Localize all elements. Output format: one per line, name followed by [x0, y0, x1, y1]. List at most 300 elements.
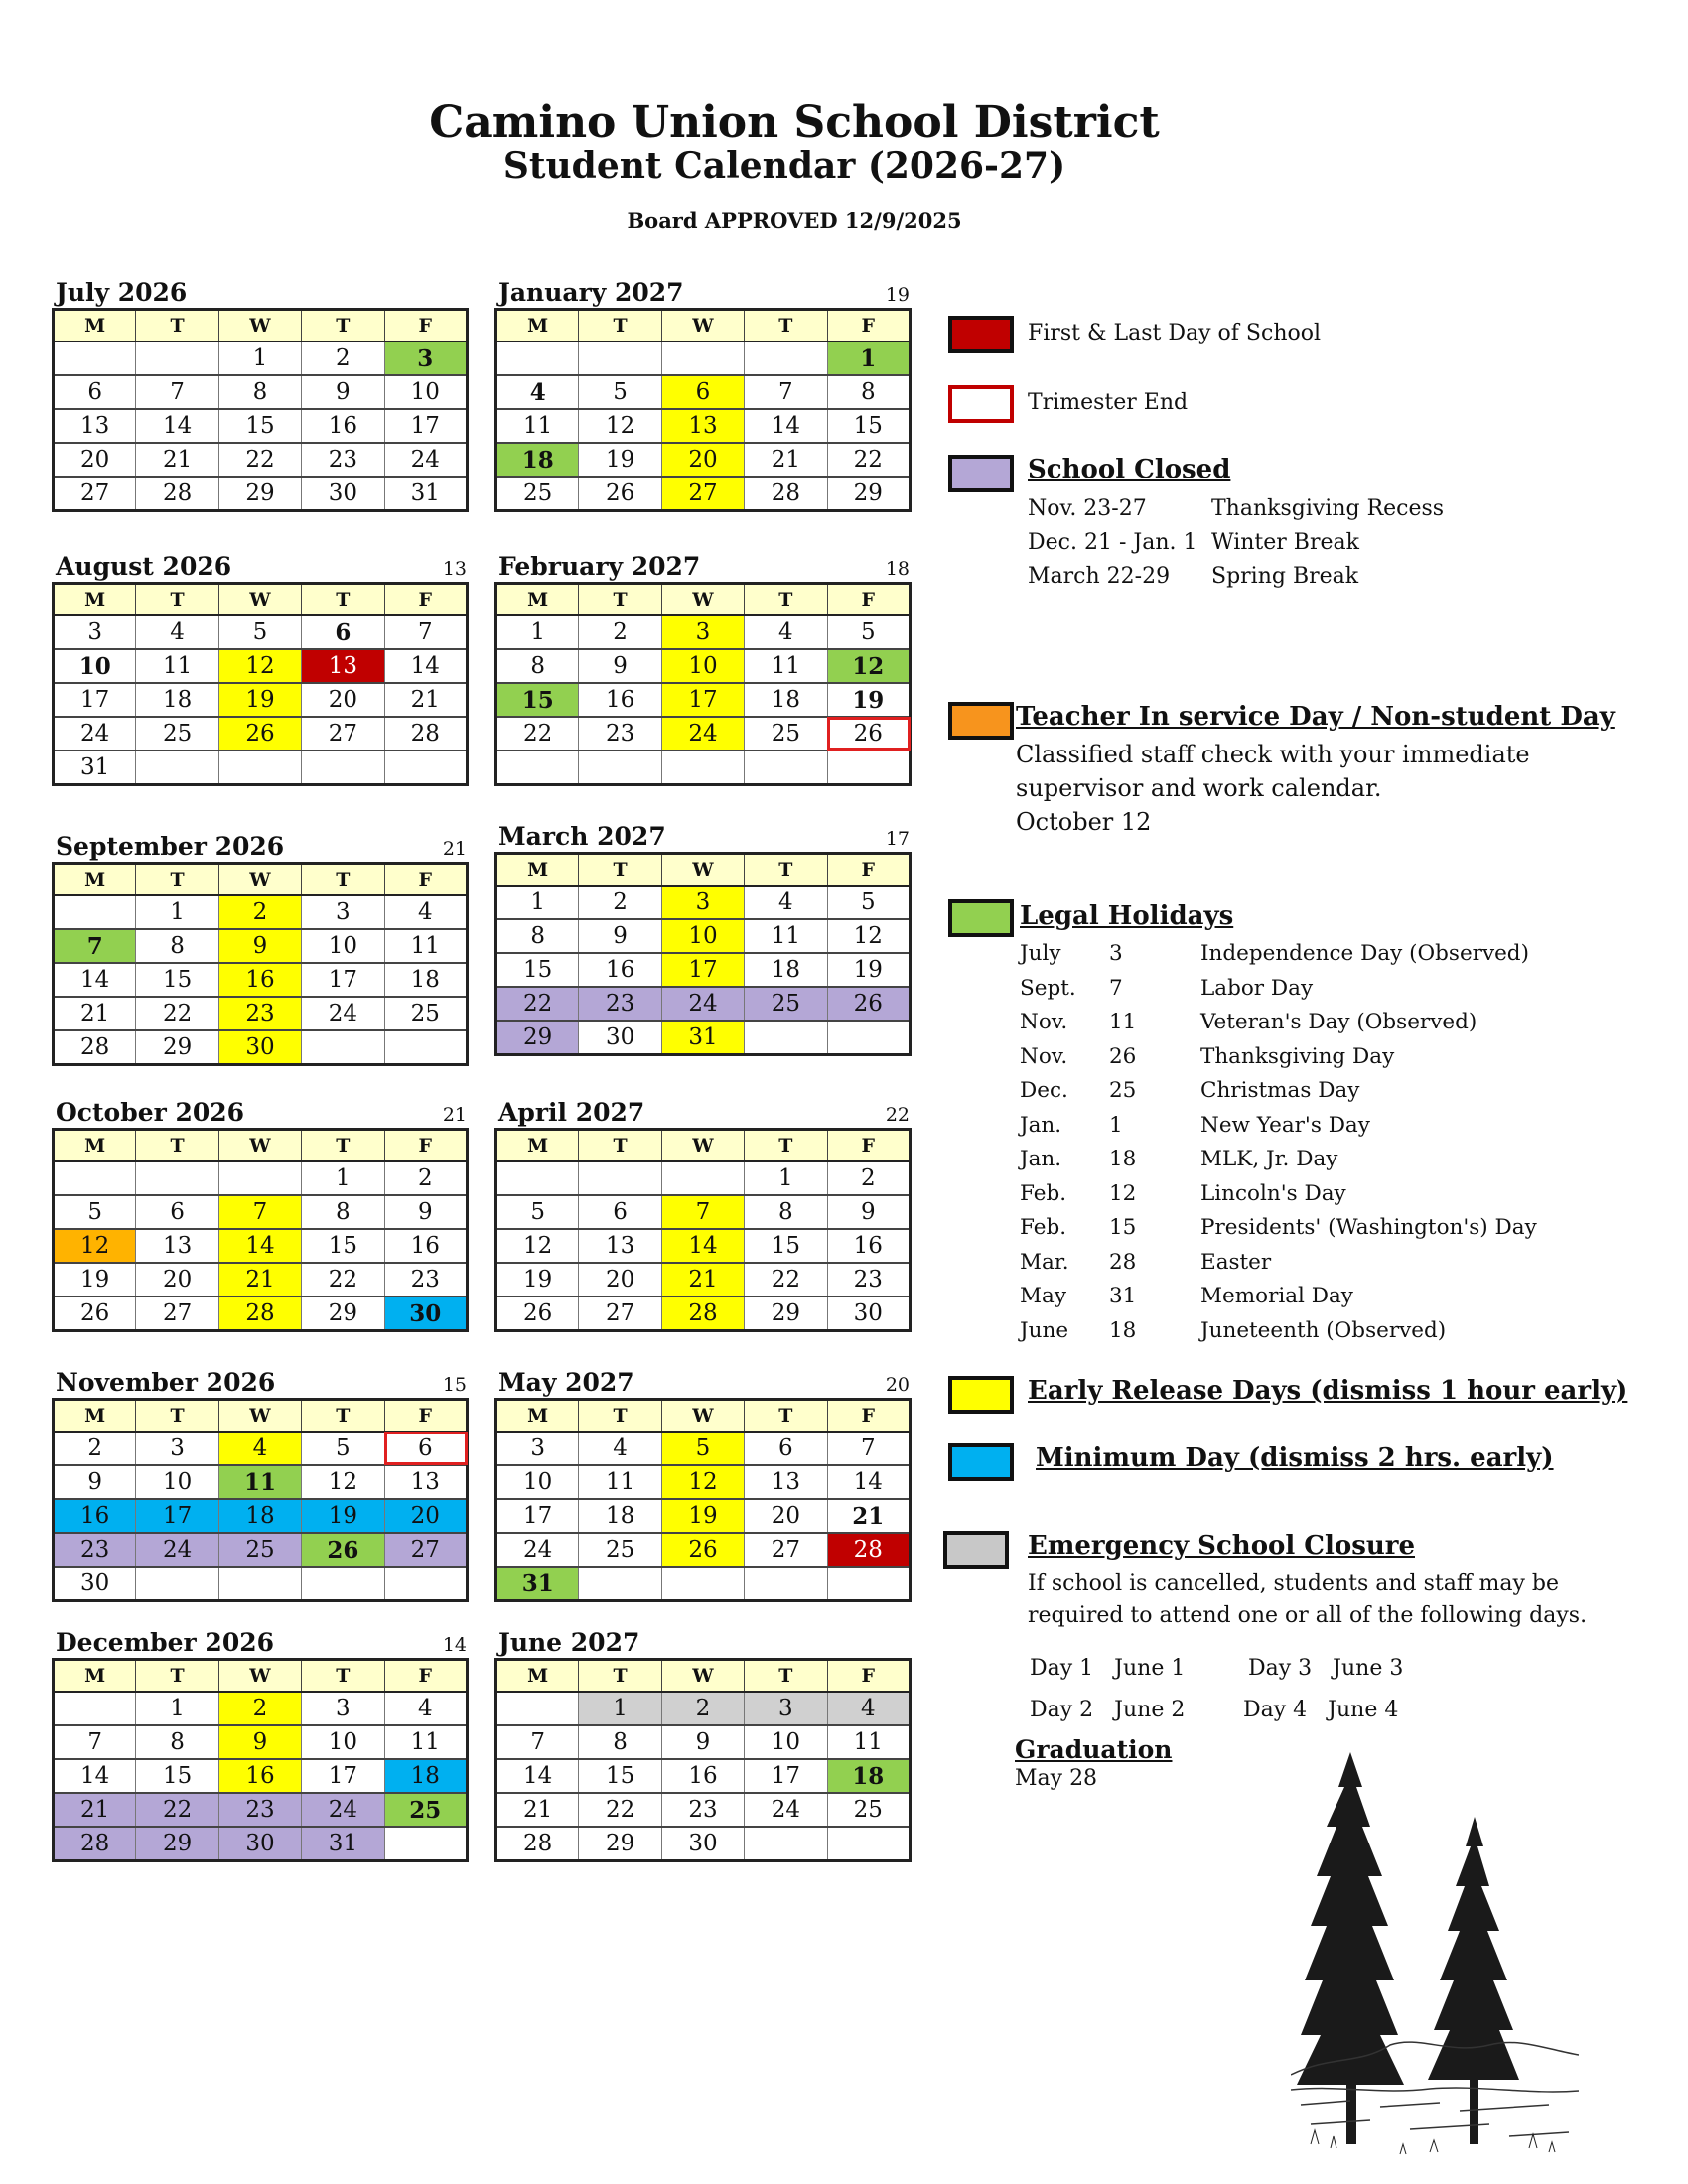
- month-name: June 2027: [498, 1628, 640, 1657]
- day-cell: 30: [218, 1030, 301, 1065]
- day-cell: 13: [54, 409, 136, 443]
- day-cell: 24: [745, 1793, 827, 1827]
- school-day-count: 15: [442, 1374, 467, 1396]
- holiday-row: [1020, 1006, 1537, 1040]
- day-cell: 11: [745, 649, 827, 683]
- closed-list: [1028, 492, 1444, 594]
- weekday-header: T: [745, 1130, 827, 1162]
- day-cell: 22: [827, 443, 910, 477]
- weekday-header: T: [579, 854, 661, 887]
- empty-day-cell: [661, 751, 744, 785]
- weekday-header: M: [496, 1400, 579, 1433]
- day-cell: 18: [218, 1499, 301, 1533]
- day-cell: 30: [384, 1297, 467, 1331]
- day-cell: 29: [136, 1030, 218, 1065]
- empty-day-cell: [496, 751, 579, 785]
- week-row: [54, 1161, 468, 1195]
- weekday-header: T: [136, 1130, 218, 1162]
- day-cell: 17: [136, 1499, 218, 1533]
- weekday-header: T: [745, 1660, 827, 1693]
- day-cell: 13: [745, 1465, 827, 1499]
- green-swatch: [948, 899, 1014, 937]
- holiday-row: [1020, 1314, 1537, 1349]
- day-cell: 17: [661, 953, 744, 987]
- page-subtitle: Student Calendar (2026-27): [502, 145, 1066, 188]
- empty-day-cell: [302, 1567, 384, 1601]
- empty-day-cell: [496, 1692, 579, 1725]
- empty-day-cell: [827, 751, 910, 785]
- month-grid: [52, 1398, 469, 1602]
- school-day-count: 14: [442, 1634, 467, 1656]
- weekday-header: F: [384, 1660, 467, 1693]
- day-cell: 16: [384, 1229, 467, 1263]
- closed-row: Nov. 23-27 Thanksgiving Recess: [1028, 496, 1445, 521]
- day-cell: 18: [827, 1759, 910, 1793]
- week-row: [496, 1692, 911, 1725]
- empty-day-cell: [579, 341, 661, 375]
- day-cell: 22: [496, 717, 579, 751]
- empty-day-cell: [218, 751, 301, 785]
- day-cell: 1: [745, 1161, 827, 1195]
- day-cell: 9: [302, 375, 384, 409]
- day-cell: 8: [827, 375, 910, 409]
- day-cell: 4: [745, 615, 827, 649]
- month-grid: [494, 582, 912, 786]
- month-name: July 2026: [56, 278, 188, 307]
- week-row: [496, 1567, 911, 1601]
- day-cell: 15: [745, 1229, 827, 1263]
- day-cell: 20: [745, 1499, 827, 1533]
- weekday-header: F: [827, 584, 910, 616]
- weekday-header: T: [136, 1660, 218, 1693]
- day-cell: 23: [384, 1263, 467, 1297]
- day-cell: 14: [384, 649, 467, 683]
- day-cell: 18: [384, 963, 467, 997]
- day-cell: 23: [827, 1263, 910, 1297]
- day-cell: 31: [384, 477, 467, 511]
- empty-day-cell: [827, 1827, 910, 1861]
- day-cell: 2: [827, 1161, 910, 1195]
- day-cell: 22: [218, 443, 301, 477]
- day-cell: 11: [384, 929, 467, 963]
- day-cell: 2: [218, 1692, 301, 1725]
- month-header: [52, 1370, 469, 1398]
- month-name: March 2027: [498, 822, 666, 851]
- holiday-month: Dec.: [1020, 1078, 1068, 1103]
- day-cell: 10: [136, 1465, 218, 1499]
- day-cell: 7: [661, 1195, 744, 1229]
- day-cell: 7: [384, 615, 467, 649]
- week-row: [496, 1465, 911, 1499]
- weekday-header: W: [661, 310, 744, 342]
- day-cell: 15: [579, 1759, 661, 1793]
- holiday-day: 3: [1109, 941, 1123, 966]
- day-cell: 9: [579, 649, 661, 683]
- day-cell: 19: [54, 1263, 136, 1297]
- day-cell: 14: [827, 1465, 910, 1499]
- day-cell: 13: [661, 409, 744, 443]
- day-cell: 7: [827, 1432, 910, 1465]
- holiday-row: [1020, 1246, 1537, 1281]
- weekday-header: T: [136, 310, 218, 342]
- day-cell: 5: [661, 1432, 744, 1465]
- day-cell: 26: [579, 477, 661, 511]
- month-name: February 2027: [498, 552, 701, 581]
- day-cell: 28: [54, 1827, 136, 1861]
- day-cell: 12: [54, 1229, 136, 1263]
- day-cell: 18: [384, 1759, 467, 1793]
- month-calendar: [494, 1100, 912, 1332]
- day-cell: 4: [827, 1692, 910, 1725]
- first-last-label: First & Last Day of School: [1028, 321, 1322, 345]
- day-cell: 5: [302, 1432, 384, 1465]
- week-row: [54, 1195, 468, 1229]
- day-cell: 12: [218, 649, 301, 683]
- day-cell: 26: [827, 717, 910, 751]
- day-cell: 3: [136, 1432, 218, 1465]
- pine-trees-illustration: [1291, 1747, 1579, 2164]
- weekday-header: F: [384, 310, 467, 342]
- day-cell: 25: [218, 1533, 301, 1567]
- day-cell: 2: [302, 341, 384, 375]
- weekday-header: T: [579, 584, 661, 616]
- day-cell: 8: [136, 929, 218, 963]
- day-cell: 24: [136, 1533, 218, 1567]
- holiday-row: [1020, 1211, 1537, 1246]
- day-cell: 4: [745, 886, 827, 919]
- weekday-header: W: [218, 1660, 301, 1693]
- day-cell: 7: [745, 375, 827, 409]
- day-cell: 25: [745, 717, 827, 751]
- day-cell: 14: [745, 409, 827, 443]
- week-row: [496, 1725, 911, 1759]
- holiday-month: Nov.: [1020, 1010, 1068, 1034]
- day-cell: 24: [302, 1793, 384, 1827]
- week-row: [54, 409, 468, 443]
- week-row: [496, 1263, 911, 1297]
- day-cell: 16: [579, 953, 661, 987]
- day-cell: 25: [496, 477, 579, 511]
- day-cell: 20: [384, 1499, 467, 1533]
- month-name: December 2026: [56, 1628, 275, 1657]
- week-row: [496, 1297, 911, 1331]
- week-row: [496, 683, 911, 717]
- day-cell: 27: [302, 717, 384, 751]
- day-cell: 1: [302, 1161, 384, 1195]
- early-release-heading: Early Release Days (dismiss 1 hour early): [1028, 1376, 1628, 1406]
- day-cell: 3: [302, 895, 384, 929]
- weekday-header: F: [384, 1130, 467, 1162]
- holiday-month: June: [1020, 1317, 1069, 1343]
- day-cell: 24: [661, 717, 744, 751]
- empty-day-cell: [496, 1161, 579, 1195]
- empty-day-cell: [384, 1827, 467, 1861]
- week-row: [54, 1567, 468, 1601]
- day-cell: 29: [136, 1827, 218, 1861]
- day-cell: 11: [745, 919, 827, 953]
- week-row: [54, 1465, 468, 1499]
- weekday-header: W: [218, 584, 301, 616]
- day-cell: 23: [54, 1533, 136, 1567]
- empty-day-cell: [136, 1161, 218, 1195]
- day-cell: 21: [136, 443, 218, 477]
- day-cell: 19: [302, 1499, 384, 1533]
- holiday-name: Thanksgiving Day: [1200, 1043, 1395, 1069]
- day-cell: 18: [136, 683, 218, 717]
- holiday-name: Independence Day (Observed): [1200, 941, 1529, 966]
- day-cell: 27: [579, 1297, 661, 1331]
- day-cell: 26: [302, 1533, 384, 1567]
- day-cell: 6: [579, 1195, 661, 1229]
- day-cell: 3: [54, 615, 136, 649]
- holiday-name: Memorial Day: [1200, 1284, 1353, 1308]
- week-row: [54, 1793, 468, 1827]
- weekday-header: T: [745, 310, 827, 342]
- holidays-heading: Legal Holidays: [1020, 901, 1234, 931]
- weekday-header: M: [496, 854, 579, 887]
- holiday-day: 11: [1109, 1010, 1137, 1034]
- holiday-name: Veteran's Day (Observed): [1200, 1010, 1477, 1034]
- empty-day-cell: [302, 751, 384, 785]
- week-row: [496, 1499, 911, 1533]
- day-cell: 25: [384, 1793, 467, 1827]
- minimum-day-heading: Minimum Day (dismiss 2 hrs. early): [1036, 1443, 1554, 1473]
- month-calendar: [52, 1630, 469, 1862]
- week-row: [496, 341, 911, 375]
- holiday-name: Lincoln's Day: [1200, 1180, 1346, 1206]
- week-row: [496, 1793, 911, 1827]
- day-cell: 1: [136, 1692, 218, 1725]
- day-cell: 3: [496, 1432, 579, 1465]
- day-cell: 16: [661, 1759, 744, 1793]
- day-cell: 20: [579, 1263, 661, 1297]
- day-cell: 28: [136, 477, 218, 511]
- day-cell: 4: [384, 895, 467, 929]
- week-row: [496, 615, 911, 649]
- day-cell: 6: [302, 615, 384, 649]
- day-cell: 26: [54, 1297, 136, 1331]
- weekday-header: W: [661, 854, 744, 887]
- week-row: [496, 987, 911, 1021]
- day-cell: 11: [827, 1725, 910, 1759]
- week-row: [496, 477, 911, 511]
- day-cell: 25: [745, 987, 827, 1021]
- day-cell: 3: [661, 615, 744, 649]
- month-grid: [52, 862, 469, 1066]
- weekday-header: F: [827, 1130, 910, 1162]
- day-cell: 10: [54, 649, 136, 683]
- month-header: [494, 824, 912, 852]
- weekday-header: T: [302, 1660, 384, 1693]
- day-cell: 14: [54, 963, 136, 997]
- day-cell: 29: [579, 1827, 661, 1861]
- empty-day-cell: [218, 1161, 301, 1195]
- month-header: [52, 834, 469, 862]
- month-calendar: [494, 554, 912, 786]
- empty-day-cell: [384, 751, 467, 785]
- holiday-row: [1020, 1109, 1537, 1144]
- week-row: [496, 953, 911, 987]
- day-cell: 21: [745, 443, 827, 477]
- day-cell: 7: [54, 1725, 136, 1759]
- day-cell: 2: [661, 1692, 744, 1725]
- emergency-note: If school is cancelled, students and staff may be required to attend one or all of the following days.: [1028, 1571, 1588, 1628]
- empty-day-cell: [54, 895, 136, 929]
- week-row: [496, 1229, 911, 1263]
- closed-row: March 22-29 Spring Break: [1028, 564, 1359, 589]
- school-day-count: 18: [885, 558, 910, 580]
- month-calendar: [52, 1370, 469, 1602]
- orange-swatch: [948, 702, 1014, 740]
- day-cell: 2: [384, 1161, 467, 1195]
- day-cell: 16: [218, 1759, 301, 1793]
- day-cell: 1: [496, 886, 579, 919]
- day-cell: 11: [218, 1465, 301, 1499]
- day-cell: 21: [384, 683, 467, 717]
- weekday-header: M: [54, 310, 136, 342]
- trimester-swatch: [948, 385, 1014, 423]
- holiday-day: 12: [1109, 1180, 1137, 1206]
- week-row: [54, 997, 468, 1030]
- holiday-row: [1020, 937, 1537, 972]
- weekday-header: M: [496, 1130, 579, 1162]
- emergency-day: Day 3 June 3: [1248, 1656, 1404, 1681]
- day-cell: 14: [136, 409, 218, 443]
- week-row: [54, 1499, 468, 1533]
- month-name: April 2027: [498, 1098, 645, 1127]
- day-cell: 10: [384, 375, 467, 409]
- day-cell: 12: [496, 1229, 579, 1263]
- week-row: [54, 683, 468, 717]
- day-cell: 26: [827, 987, 910, 1021]
- empty-day-cell: [579, 1161, 661, 1195]
- day-cell: 24: [661, 987, 744, 1021]
- week-row: [54, 649, 468, 683]
- week-row: [54, 929, 468, 963]
- weekday-header: M: [496, 1660, 579, 1693]
- day-cell: 31: [302, 1827, 384, 1861]
- week-row: [496, 717, 911, 751]
- week-row: [54, 717, 468, 751]
- empty-day-cell: [579, 751, 661, 785]
- day-cell: 21: [827, 1499, 910, 1533]
- weekday-header: T: [302, 1400, 384, 1433]
- weekday-header: M: [54, 1130, 136, 1162]
- day-cell: 2: [54, 1432, 136, 1465]
- approval-note: Board APPROVED 12/9/2025: [627, 207, 962, 233]
- day-cell: 22: [745, 1263, 827, 1297]
- day-cell: 15: [827, 409, 910, 443]
- day-cell: 14: [54, 1759, 136, 1793]
- holiday-month: Feb.: [1020, 1180, 1067, 1206]
- empty-day-cell: [661, 1161, 744, 1195]
- day-cell: 24: [302, 997, 384, 1030]
- day-cell: 1: [218, 341, 301, 375]
- day-cell: 14: [496, 1759, 579, 1793]
- empty-day-cell: [136, 1567, 218, 1601]
- month-calendar: [52, 834, 469, 1066]
- empty-day-cell: [827, 1021, 910, 1055]
- day-cell: 13: [136, 1229, 218, 1263]
- day-cell: 19: [827, 953, 910, 987]
- weekday-header: T: [579, 1130, 661, 1162]
- weekday-header: W: [218, 864, 301, 896]
- day-cell: 18: [745, 953, 827, 987]
- month-grid: [494, 1398, 912, 1602]
- day-cell: 25: [384, 997, 467, 1030]
- day-cell: 30: [661, 1827, 744, 1861]
- weekday-header: W: [661, 1400, 744, 1433]
- day-cell: 31: [54, 751, 136, 785]
- week-row: [496, 1021, 911, 1055]
- day-cell: 15: [218, 409, 301, 443]
- day-cell: 10: [302, 1725, 384, 1759]
- day-cell: 29: [827, 477, 910, 511]
- day-cell: 27: [136, 1297, 218, 1331]
- day-cell: 8: [136, 1725, 218, 1759]
- day-cell: 9: [218, 1725, 301, 1759]
- week-row: [496, 1432, 911, 1465]
- week-row: [54, 1725, 468, 1759]
- day-cell: 21: [54, 997, 136, 1030]
- holiday-day: 25: [1109, 1078, 1137, 1103]
- purple-swatch: [948, 455, 1014, 492]
- day-cell: 7: [496, 1725, 579, 1759]
- day-cell: 5: [827, 615, 910, 649]
- day-cell: 28: [661, 1297, 744, 1331]
- day-cell: 22: [136, 1793, 218, 1827]
- weekday-header: T: [302, 1130, 384, 1162]
- day-cell: 28: [496, 1827, 579, 1861]
- weekday-header: M: [54, 1400, 136, 1433]
- day-cell: 26: [661, 1533, 744, 1567]
- day-cell: 12: [579, 409, 661, 443]
- empty-day-cell: [745, 341, 827, 375]
- day-cell: 22: [136, 997, 218, 1030]
- month-calendar: [52, 1100, 469, 1332]
- emergency-day: Day 4 June 4: [1243, 1698, 1399, 1722]
- day-cell: 5: [218, 615, 301, 649]
- week-row: [54, 1263, 468, 1297]
- day-cell: 12: [827, 919, 910, 953]
- day-cell: 16: [54, 1499, 136, 1533]
- day-cell: 10: [496, 1465, 579, 1499]
- emergency-heading: Emergency School Closure: [1028, 1531, 1415, 1561]
- month-header: [52, 1630, 469, 1658]
- day-cell: 24: [54, 717, 136, 751]
- day-cell: 22: [496, 987, 579, 1021]
- weekday-header: T: [302, 584, 384, 616]
- day-cell: 30: [579, 1021, 661, 1055]
- day-cell: 21: [54, 1793, 136, 1827]
- month-header: [52, 1100, 469, 1128]
- weekday-header: W: [218, 1400, 301, 1433]
- weekday-header: T: [579, 310, 661, 342]
- empty-day-cell: [661, 341, 744, 375]
- day-cell: 18: [496, 443, 579, 477]
- day-cell: 19: [579, 443, 661, 477]
- school-day-count: 13: [442, 558, 467, 580]
- school-day-count: 21: [442, 1104, 467, 1126]
- holiday-name: Christmas Day: [1200, 1078, 1360, 1103]
- empty-day-cell: [218, 1567, 301, 1601]
- month-calendar: [52, 554, 469, 786]
- day-cell: 7: [218, 1195, 301, 1229]
- day-cell: 9: [218, 929, 301, 963]
- weekday-header: M: [54, 864, 136, 896]
- weekday-header: T: [302, 310, 384, 342]
- day-cell: 18: [745, 683, 827, 717]
